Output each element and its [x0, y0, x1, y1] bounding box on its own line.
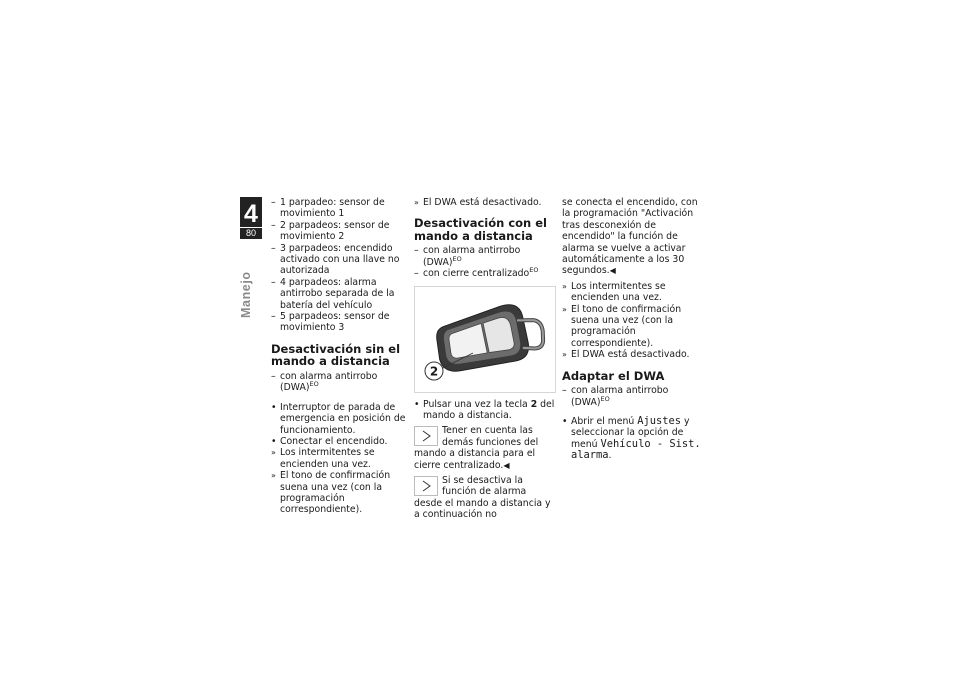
figure-callout: 2 — [429, 364, 439, 379]
result-item: » El DWA está desactivado. — [562, 349, 690, 361]
paragraph: se conecta el encendido, con la programación "Activación tras desconexión de encendido" la función de alarma se vuelve a activar automáticamente a los 30 segundos.◀ — [562, 197, 698, 277]
section-heading: Adaptar el DWA — [562, 368, 665, 383]
note-text: Tener en cuenta las demás funciones del mando a distancia para el cierre centralizado. — [414, 425, 539, 471]
list-item: – 2 parpadeos: sensor de movimiento 2 — [271, 219, 390, 243]
column-3 — [562, 197, 702, 462]
step-item: • Abrir el menú Ajustes y seleccionar la opción de menú Vehículo - Sist. alarma. — [562, 415, 701, 462]
result-item: » El tono de confirmación suena una vez (con la programación correspondiente). — [271, 470, 391, 516]
result-item: » El tono de confirmación suena una vez (con la programación correspondiente). — [562, 303, 682, 349]
column-1 — [271, 197, 409, 516]
step-item: • Pulsar una vez la tecla 2 del mando a distancia. — [414, 398, 555, 422]
list-item: – 3 parpadeos: encendido activado con una llave no autorizada — [271, 242, 400, 277]
end-mark: ◀ — [503, 460, 510, 470]
list-item: – 1 parpadeo: sensor de movimiento 1 — [271, 197, 385, 220]
remote-key-figure — [414, 286, 556, 393]
note-triangle-icon — [414, 426, 438, 446]
list-item: – 4 parpadeos: alarma antirrobo separada de la batería del vehículo — [271, 276, 395, 311]
end-mark: ◀ — [609, 266, 616, 276]
list-item: – 5 parpadeos: sensor de movimiento 3 — [271, 311, 390, 334]
menu-name: Vehículo - Sist. alarma — [571, 437, 701, 462]
menu-name: Ajustes — [637, 415, 682, 427]
note-text: Si se desactiva la función de alarma desde el mando a distancia y a continuación no — [414, 475, 551, 521]
result-item: » Los intermitentes se encienden una vez. — [562, 280, 666, 304]
condition-item: – con alarma antirrobo (DWA)$^{EO}$ — [414, 245, 521, 268]
chapter-title: Manejo — [239, 271, 253, 318]
note-block — [414, 425, 556, 471]
chapter-number: 4 — [240, 197, 262, 227]
condition-item: – con alarma antirrobo (DWA)$^{EO}$ — [271, 370, 378, 394]
step-item: • Conectar el encendido. — [271, 435, 388, 447]
column-2 — [414, 197, 556, 521]
note-triangle-icon — [414, 476, 438, 496]
condition-item: – con alarma antirrobo (DWA)$^{EO}$ — [562, 385, 669, 408]
chapter-tab — [240, 197, 262, 239]
condition-item: – con cierre centralizado$^{EO}$ — [414, 266, 539, 280]
page-number: 80 — [240, 228, 262, 239]
section-heading: Desactivación sin el mando a distancia — [271, 341, 401, 369]
step-item: • Interruptor de parada de emergencia en posición de funcionamiento. — [271, 401, 406, 436]
note-block — [414, 475, 556, 521]
result-item: » El DWA está desactivado. — [414, 197, 542, 208]
section-heading: Desactivación con el mando a distancia — [414, 216, 547, 243]
result-item: » Los intermitentes se encienden una vez. — [271, 447, 375, 470]
